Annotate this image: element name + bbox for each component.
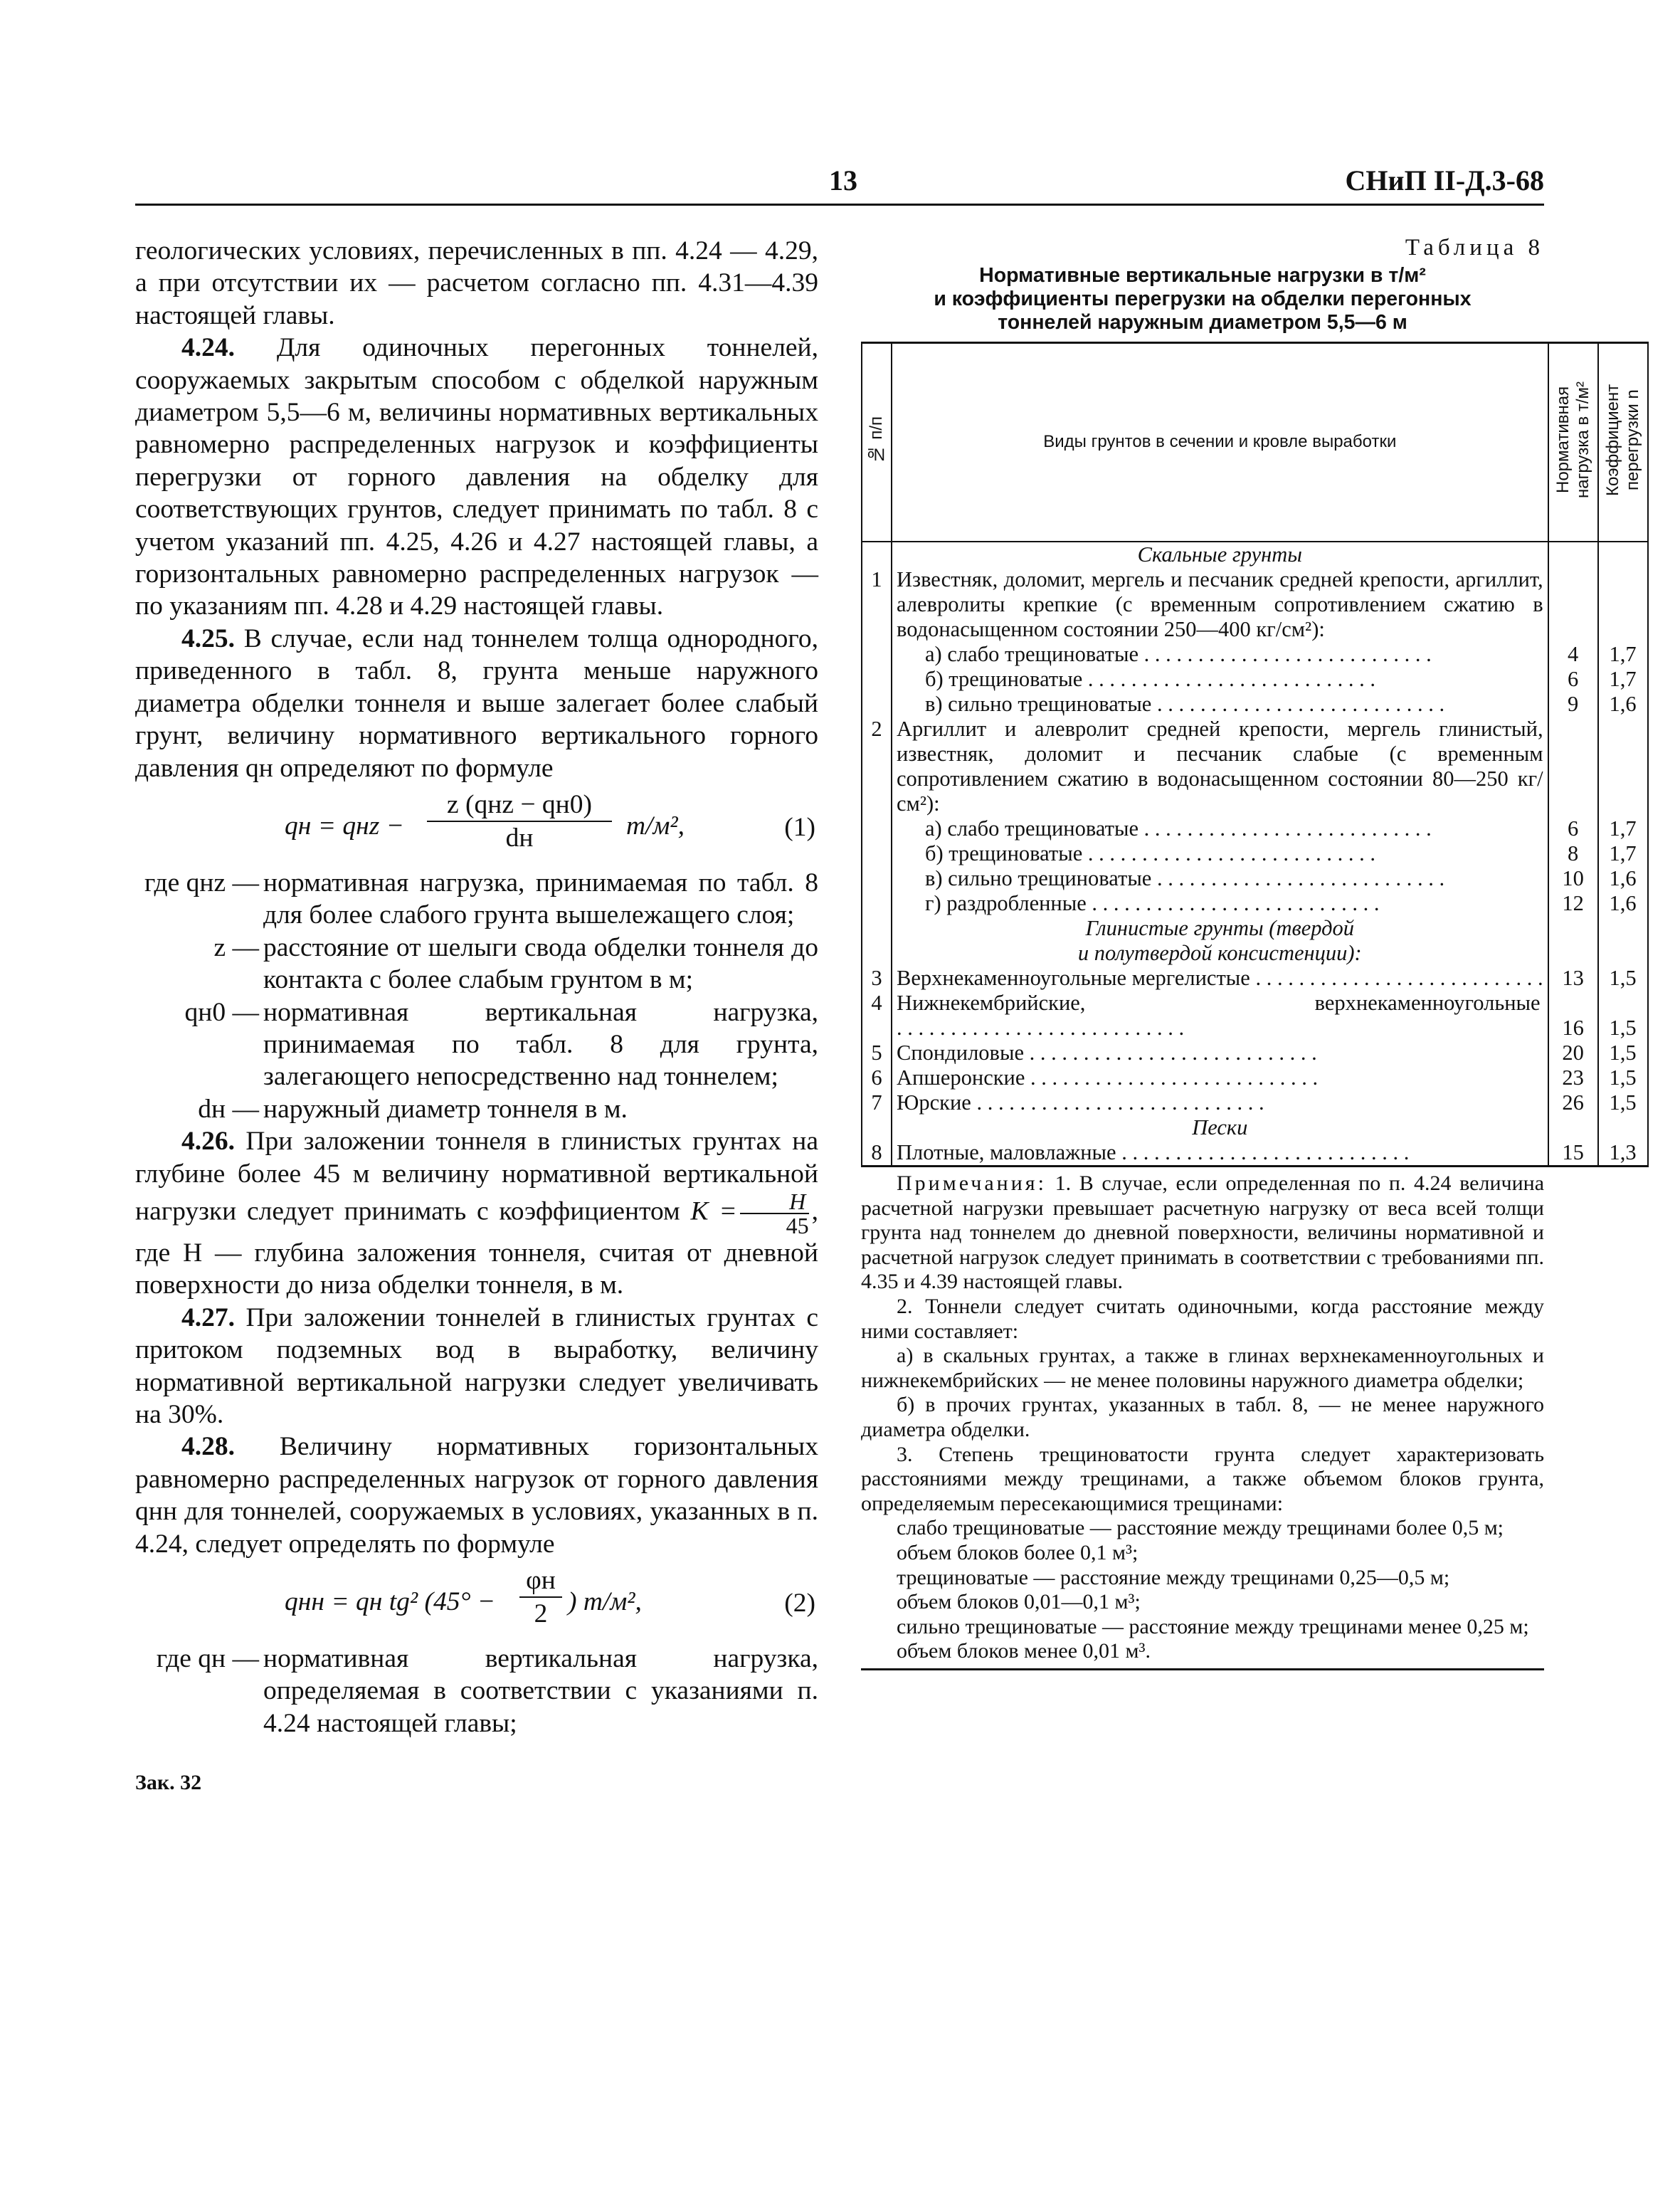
table-title-line: и коэффициенты перегрузки на обделки перегонных [934,287,1472,310]
table-row: в) сильно трещиноватые . . . 9 1,6 [862,692,1648,717]
legend-text: нормативная вертикальная нагрузка, принимаемая по табл. 8 для грунта, залегающего непосредственно над тоннелем; [263,997,818,1092]
formula-1-lhs: qн = qнz − [285,811,405,841]
table-title [861,264,1544,335]
clause-text: , где H — глубина заложения тоннеля, считая от дневной поверхности до низа обделки тоннеля, в м. [135,1196,818,1300]
table-section-row [862,542,1648,567]
note-2a: а) в скальных грунтах, а также в глинах верхнекаменноугольных и нижнекембрийских — не менее половины наружного диаметра обделки; [861,1344,1544,1392]
paragraph-4-27 [135,1302,818,1431]
page-number: 13 [829,164,857,196]
header-coefficient: Коэффициент перегрузки n [1598,342,1648,542]
note-3a-volume: объем блоков более 0,1 м³; [897,1540,1139,1564]
note-1: 1. В случае, если определенная по п. 4.24 величина расчетной нагрузки превышает расчетную нагрузку от веса всей толщи грунта над тоннелем до дневной поверхности, величины нормативной и расчетной нагрузок следует принимать в соответствии с требованиями пп. 4.35 и 4.39 настоящей главы. [861,1172,1545,1294]
loads-table [861,342,1649,1168]
table-row: б) трещиноватые . . . 8 1,7 [862,841,1648,866]
table-label: Таблица 8 [1405,235,1544,260]
table-row: а) слабо трещиноватые . . . 6 1,7 [862,816,1648,841]
table-row: б) трещиноватые . . . 6 1,7 [862,667,1648,692]
clause-number: 4.26. [181,1127,235,1157]
formula-1-unit: т/м², [626,811,685,841]
notes-heading: Примечания: [897,1172,1047,1195]
paragraph-4-26 [135,1125,818,1302]
clause-number: 4.25. [181,623,235,653]
table-section-row [862,916,1648,966]
legend-symbol: dн — [198,1094,259,1124]
legend-symbol: qн0 — [184,997,259,1027]
paragraph-continuation: геологических условиях, перечисленных в пп. 4.24 — 4.29, а при отсутствии их — расчетом согласно пп. 4.31—4.39 настоящей главы. [135,236,818,330]
formula-2-number: (2) [784,1589,815,1618]
right-column [861,235,1642,1670]
clause-number: 4.24. [181,333,235,363]
note-2: 2. Тоннели следует считать одиночными, когда расстояние между ними составляет: [861,1294,1544,1343]
legend-text: наружный диаметр тоннеля в м. [263,1094,628,1124]
note-2b: б) в прочих грунтах, указанных в табл. 8, — не менее наружного диаметра обделки. [861,1393,1544,1441]
formula-1-denominator: dн [505,823,534,853]
bottom-rule [861,1668,1544,1670]
coefficient-numerator: H [740,1190,809,1214]
table-row: 7 Юрские . . . 26 1,5 [862,1090,1648,1115]
formula-2-numerator: φн [519,1564,562,1598]
clause-text: При заложении тоннеля в глинистых грунтах на глубине более 45 м величину нормативной вертикальной нагрузки следует принимать с коэффициентом [135,1127,819,1226]
table-row: 3 Верхнекаменноугольные мергелистые . . . 13 1,5 [862,966,1648,991]
clause-number: 4.28. [181,1432,235,1462]
coefficient-denominator: 45 [786,1212,809,1238]
legend-symbol: где qн — [156,1644,259,1674]
note-3c-volume: объем блоков менее 0,01 м³. [897,1639,1151,1663]
clause-text: При заложении тоннелей в глинистых грунтах с притоком подземных вод в выработку, величину нормативной вертикальной нагрузки следует увеличивать на 30%. [135,1302,819,1429]
table-title-line: Нормативные вертикальные нагрузки в т/м² [979,263,1426,287]
clause-text: В случае, если над тоннелем толща однородного, приведенного в табл. 8, грунта меньше наружного диаметра обделки тоннеля и выше залегает более слабый грунт, величину нормативного вертикального горного давления qн определяют по формуле [135,623,819,783]
print-order-mark: Зак. 32 [135,1771,202,1795]
formula-1-fraction [427,789,612,855]
header-soil-kind: Виды грунтов в сечении и кровле выработки [892,342,1548,542]
formula-2-legend [135,1643,818,1739]
note-3c: сильно трещиноватые — расстояние между трещинами менее 0,25 м; [897,1614,1529,1638]
formula-1 [135,784,818,867]
legend-text: нормативная нагрузка, принимаемая по табл. 8 для более слабого грунта вышележащего слоя; [263,868,818,930]
legend-symbol: z — [213,932,259,962]
row-description: Известняк, доломит, мергель и песчаник средней крепости, аргиллит, алевролиты крепкие (с временным сопротивлением сжатию в водонасыщенном состоянии 250—400 кг/см²): [892,567,1548,642]
table-row: а) слабо трещиноватые . . . 4 1,7 [862,642,1648,667]
legend-text: нормативная вертикальная нагрузка, определяемая в соответствии с указаниями п. 4.24 настоящей главы; [263,1644,818,1738]
formula-2-lhs: qнн = qн tg² (45° − [285,1587,496,1617]
clause-number: 4.27. [181,1302,235,1332]
formula-2-fraction [519,1564,562,1631]
formula-1-numerator: z (qнz − qн0) [427,789,612,822]
row-description: Аргиллит и алевролит средней крепости, мергель глинистый, известняк, доломит и песчаник слабые (с временным сопротивлением сжатию в водонасыщенном состоянии 80—250 кг/см²): [892,717,1548,816]
formula-2-denominator: 2 [534,1599,548,1629]
formula-1-number: (1) [784,812,815,842]
table-header-row [862,342,1648,542]
formula-1-legend [135,867,818,1125]
note-3b: трещиноватые — расстояние между трещинами 0,25—0,5 м; [897,1565,1450,1589]
table-row: 4 Нижнекембрийские, верхнекаменноугольные . . . 16 1,5 [862,991,1648,1041]
table-row: 1 Известняк, доломит, мергель и песчаник средней крепости, аргиллит, алевролиты крепкие (с временным сопротивлением сжатию в водонасыщенном состоянии 250—400 кг/см²): [862,567,1648,642]
table-row: в) сильно трещиноватые . . . 10 1,6 [862,866,1648,891]
paragraph-4-24 [135,332,818,623]
section-clay: Глинистые грунты (твердой и полутвердой консистенции): [892,916,1548,966]
coefficient-fraction [740,1190,809,1237]
page-header [135,158,1544,208]
formula-2 [135,1560,818,1643]
table-row: 8 Плотные, маловлажные . . . 15 1,3 [862,1140,1648,1167]
document-code: СНиП II-Д.3-68 [1345,164,1544,196]
header-load: Нормативная нагрузка в т/м² [1548,342,1598,542]
table-section-row [862,1115,1648,1140]
table-row: 2 Аргиллит и алевролит средней крепости, мергель глинистый, известняк, доломит и песчаник слабые (с временным сопротивлением сжатию в водонасыщенном состоянии 80—250 кг/см²): [862,717,1648,816]
formula-2-rhs: ) т/м², [568,1587,642,1617]
table-notes [861,1172,1544,1664]
legend-text: расстояние от шелыги свода обделки тоннеля до контакта с более слабым грунтом в м; [263,932,818,995]
note-3a: слабо трещиноватые — расстояние между трещинами более 0,5 м; [897,1516,1504,1540]
table-title-line: тоннелей наружным диаметром 5,5—6 м [998,310,1407,334]
clause-text: Величину нормативных горизонтальных равномерно распределенных нагрузок от горного давления qнн для тоннелей, сооружаемых в условиях, указанных в п. 4.24, следует определять по формуле [135,1432,819,1559]
section-rock: Скальные грунты [892,542,1548,567]
legend-symbol: где qнz — [144,868,259,897]
table-row: 5 Спондиловые . . . 20 1,5 [862,1041,1648,1065]
header-rule [135,204,1544,206]
table-row: г) раздробленные . . . 12 1,6 [862,891,1648,916]
note-3b-volume: объем блоков 0,01—0,1 м³; [897,1590,1141,1614]
section-sand: Пески [892,1115,1548,1140]
table-row: 6 Апшеронские . . . 23 1,5 [862,1065,1648,1090]
coefficient-k: K = [690,1196,737,1226]
note-3: 3. Степень трещиноватости грунта следует характеризовать расстояниями между трещинами, а также объемом блоков грунта, определяемым пересекающимися трещинами: [861,1442,1544,1515]
paragraph-4-25 [135,623,818,784]
left-column [135,235,818,1799]
header-number: № п/п [862,342,892,542]
clause-text: Для одиночных перегонных тоннелей, сооружаемых закрытым способом с обделкой наружным диаметром 5,5—6 м, величины нормативных вертикальных равномерно распределенных нагрузок и коэффициенты перегрузки от горного давления на обделку для соответствующих грунтов, следует принимать по табл. 8 с учетом указаний пп. 4.25, 4.26 и 4.27 настоящей главы, а горизонтальных равномерно распределенных нагрузок — по указаниям пп. 4.28 и 4.29 настоящей главы. [135,333,818,621]
paragraph-4-28 [135,1431,818,1560]
